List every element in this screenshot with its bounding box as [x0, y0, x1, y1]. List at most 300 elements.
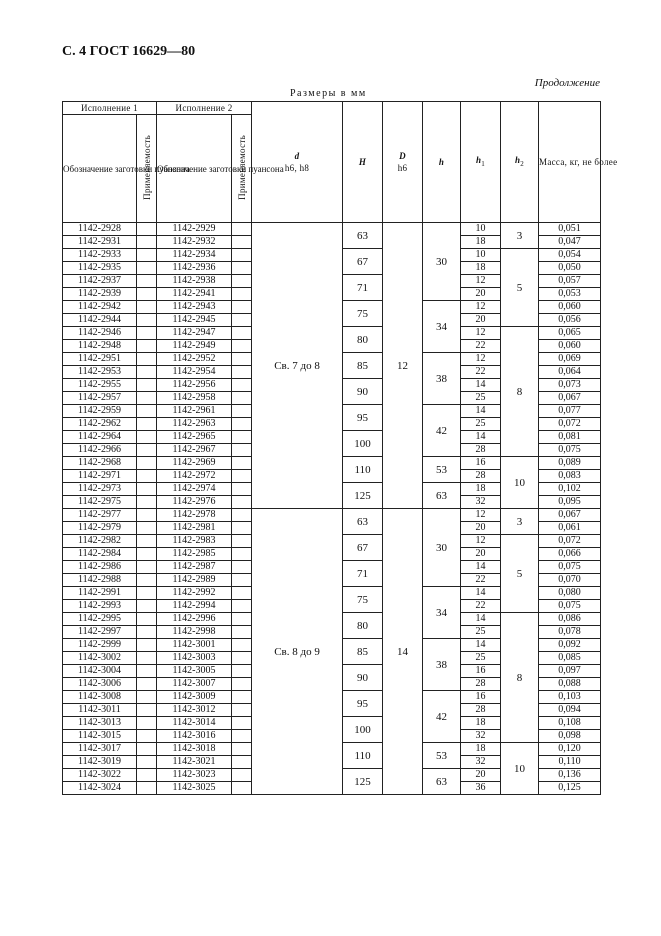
- variant1-designation: 1142-2939: [63, 288, 137, 301]
- D-value: 14: [383, 509, 423, 795]
- h-value: 63: [423, 483, 461, 509]
- d-value: Св. 8 до 9: [252, 509, 343, 795]
- mass-value: 0,064: [539, 366, 601, 379]
- H-value: 85: [343, 353, 383, 379]
- variant1-applicability: [137, 249, 157, 262]
- h1-value: 12: [461, 327, 501, 340]
- variant1-applicability: [137, 548, 157, 561]
- h-value: 63: [423, 769, 461, 795]
- variant2-applicability: [232, 223, 252, 236]
- variant2-designation-header: Обозначение заготовки пуансона: [157, 115, 232, 223]
- variant1-applicability: [137, 483, 157, 496]
- variant2-applicability: [232, 340, 252, 353]
- H-value: 80: [343, 613, 383, 639]
- H-value: 95: [343, 691, 383, 717]
- variant2-applicability: [232, 236, 252, 249]
- variant1-applicability: [137, 431, 157, 444]
- variant2-applicability: [232, 626, 252, 639]
- variant1-applicability: [137, 587, 157, 600]
- variant2-applicability: [232, 639, 252, 652]
- h2-value: 8: [501, 613, 539, 743]
- h1-subscript: 1: [481, 159, 486, 168]
- variant1-applicability: [137, 379, 157, 392]
- h1-value: 20: [461, 769, 501, 782]
- h2-value: 3: [501, 509, 539, 535]
- mass-value: 0,092: [539, 639, 601, 652]
- h1-value: 22: [461, 574, 501, 587]
- h1-value: 16: [461, 457, 501, 470]
- h-header: [423, 102, 461, 223]
- h2-value: 10: [501, 457, 539, 509]
- variant1-designation: 1142-3017: [63, 743, 137, 756]
- variant1-designation: 1142-2986: [63, 561, 137, 574]
- h2-symbol: h: [514, 155, 521, 166]
- variant2-applicability: [232, 470, 252, 483]
- H-value: 67: [343, 249, 383, 275]
- variant2-applicability: [232, 743, 252, 756]
- variant1-designation: 1142-3022: [63, 769, 137, 782]
- mass-value: 0,060: [539, 340, 601, 353]
- H-value: 75: [343, 587, 383, 613]
- h1-value: 14: [461, 561, 501, 574]
- d-tolerance: h6, h8: [284, 163, 310, 173]
- variant2-applicability: [232, 405, 252, 418]
- variant2-designation: 1142-2932: [157, 236, 232, 249]
- table-row: [63, 509, 601, 522]
- variant2-applicability: [232, 483, 252, 496]
- variant2-applicability: [232, 327, 252, 340]
- variant2-applicability: [232, 444, 252, 457]
- variant1-designation: 1142-3024: [63, 782, 137, 795]
- h-value: 34: [423, 587, 461, 639]
- variant1-applicability: [137, 756, 157, 769]
- variant2-designation: 1142-3007: [157, 678, 232, 691]
- H-value: 71: [343, 561, 383, 587]
- table-body: [63, 223, 601, 795]
- variant1-designation: 1142-2991: [63, 587, 137, 600]
- mass-value: 0,050: [539, 262, 601, 275]
- variant2-applicability: [232, 509, 252, 522]
- variant2-designation: 1142-2965: [157, 431, 232, 444]
- variant2-designation: 1142-3016: [157, 730, 232, 743]
- h1-value: 12: [461, 275, 501, 288]
- variant2-designation: 1142-3009: [157, 691, 232, 704]
- variant2-applicability: [232, 522, 252, 535]
- D-symbol: D: [399, 151, 406, 161]
- variant2-designation: 1142-2983: [157, 535, 232, 548]
- mass-value: 0,075: [539, 444, 601, 457]
- variant2-applicability: [232, 652, 252, 665]
- variant1-designation: 1142-2997: [63, 626, 137, 639]
- variant2-designation: 1142-2934: [157, 249, 232, 262]
- h1-symbol: h: [475, 155, 482, 166]
- h1-value: 20: [461, 314, 501, 327]
- h1-value: 18: [461, 743, 501, 756]
- page-header: С. 4 ГОСТ 16629—80: [62, 44, 196, 59]
- h1-header: [461, 102, 501, 223]
- variant1-applicability: [137, 366, 157, 379]
- d-symbol: d: [294, 151, 300, 161]
- variant1-applicability: [137, 509, 157, 522]
- h1-value: 32: [461, 496, 501, 509]
- h1-value: 14: [461, 613, 501, 626]
- variant1-applicability: [137, 678, 157, 691]
- variant1-designation: 1142-2928: [63, 223, 137, 236]
- variant1-applicability: [137, 496, 157, 509]
- h1-value: 12: [461, 301, 501, 314]
- variant1-designation: 1142-3002: [63, 652, 137, 665]
- mass-value: 0,057: [539, 275, 601, 288]
- mass-value: 0,086: [539, 613, 601, 626]
- variant1-designation: 1142-2942: [63, 301, 137, 314]
- variant1-designation: 1142-2968: [63, 457, 137, 470]
- variant1-applicability: [137, 717, 157, 730]
- h1-value: 22: [461, 366, 501, 379]
- variant2-designation: 1142-3018: [157, 743, 232, 756]
- variant2-designation: 1142-3021: [157, 756, 232, 769]
- variant2-designation: 1142-2952: [157, 353, 232, 366]
- variant1-applicability: [137, 392, 157, 405]
- variant2-applicability: [232, 769, 252, 782]
- mass-value: 0,081: [539, 431, 601, 444]
- h1-value: 20: [461, 288, 501, 301]
- h1-value: 28: [461, 704, 501, 717]
- variant1-designation: 1142-2933: [63, 249, 137, 262]
- variant2-designation: 1142-2989: [157, 574, 232, 587]
- H-value: 80: [343, 327, 383, 353]
- variant1-applicability: [137, 600, 157, 613]
- variant2-designation: 1142-2938: [157, 275, 232, 288]
- variant1-applicability: [137, 535, 157, 548]
- variant1-applicability: [137, 405, 157, 418]
- mass-value: 0,067: [539, 392, 601, 405]
- variant2-applicability: [232, 574, 252, 587]
- variant2-designation: 1142-2943: [157, 301, 232, 314]
- h-value: 30: [423, 223, 461, 301]
- H-value: 75: [343, 301, 383, 327]
- variant1-designation: 1142-2982: [63, 535, 137, 548]
- variant2-applicability: [232, 262, 252, 275]
- variant1-applicability: [137, 730, 157, 743]
- variant2-designation: 1142-2947: [157, 327, 232, 340]
- h1-value: 36: [461, 782, 501, 795]
- variant1-applicability: [137, 613, 157, 626]
- variant1-applicability: [137, 522, 157, 535]
- h1-value: 18: [461, 236, 501, 249]
- h-symbol: h: [438, 157, 445, 167]
- h1-value: 22: [461, 340, 501, 353]
- variant2-designation: 1142-2945: [157, 314, 232, 327]
- mass-value: 0,125: [539, 782, 601, 795]
- header-group-row: [63, 102, 601, 115]
- mass-value: 0,103: [539, 691, 601, 704]
- variant1-applicability: [137, 275, 157, 288]
- H-value: 90: [343, 379, 383, 405]
- mass-header: Масса, кг, не более: [539, 102, 601, 223]
- h-value: 38: [423, 353, 461, 405]
- H-value: 100: [343, 717, 383, 743]
- variant1-applicability: [137, 691, 157, 704]
- h1-value: 18: [461, 483, 501, 496]
- variant2-applicability: [232, 730, 252, 743]
- variant1-designation: 1142-3011: [63, 704, 137, 717]
- variant1-designation: 1142-2959: [63, 405, 137, 418]
- variant2-designation: 1142-2958: [157, 392, 232, 405]
- variant2-applicability: [232, 431, 252, 444]
- mass-value: 0,065: [539, 327, 601, 340]
- variant1-designation: 1142-3006: [63, 678, 137, 691]
- h-value: 42: [423, 405, 461, 457]
- variant1-applicability: [137, 665, 157, 678]
- h2-subscript: 2: [520, 159, 525, 168]
- variant2-applicability: [232, 587, 252, 600]
- mass-value: 0,078: [539, 626, 601, 639]
- mass-value: 0,108: [539, 717, 601, 730]
- h1-value: 28: [461, 444, 501, 457]
- variant1-designation: 1142-2951: [63, 353, 137, 366]
- variant2-designation: 1142-2969: [157, 457, 232, 470]
- variant1-applicability: [137, 262, 157, 275]
- h-value: 53: [423, 743, 461, 769]
- mass-value: 0,067: [539, 509, 601, 522]
- variant2-designation: 1142-2994: [157, 600, 232, 613]
- h2-value: 5: [501, 249, 539, 327]
- D-header: [383, 102, 423, 223]
- variant1-applicability: [137, 353, 157, 366]
- h1-value: 14: [461, 405, 501, 418]
- h1-value: 10: [461, 249, 501, 262]
- H-value: 90: [343, 665, 383, 691]
- continuation-label: Продолжение: [534, 77, 600, 89]
- variant1-applicability: [137, 236, 157, 249]
- variant2-designation: 1142-2998: [157, 626, 232, 639]
- mass-value: 0,136: [539, 769, 601, 782]
- h1-value: 20: [461, 548, 501, 561]
- d-value: Св. 7 до 8: [252, 223, 343, 509]
- variant2-applicability: [232, 496, 252, 509]
- variant1-applicability: [137, 327, 157, 340]
- h1-value: 25: [461, 652, 501, 665]
- h1-value: 32: [461, 756, 501, 769]
- h1-value: 28: [461, 678, 501, 691]
- mass-value: 0,075: [539, 600, 601, 613]
- h1-value: 16: [461, 665, 501, 678]
- variant1-designation: 1142-3008: [63, 691, 137, 704]
- variant1-applicability: [137, 626, 157, 639]
- H-value: 63: [343, 509, 383, 535]
- variant2-applicability: [232, 717, 252, 730]
- variant2-applicability: [232, 782, 252, 795]
- mass-value: 0,083: [539, 470, 601, 483]
- mass-value: 0,066: [539, 548, 601, 561]
- D-value: 12: [383, 223, 423, 509]
- H-value: 63: [343, 223, 383, 249]
- variant2-designation: 1142-3012: [157, 704, 232, 717]
- variant1-designation: 1142-2944: [63, 314, 137, 327]
- variant2-designation: 1142-2954: [157, 366, 232, 379]
- variant1-applicability: [137, 457, 157, 470]
- variant1-designation: 1142-2995: [63, 613, 137, 626]
- variant2-designation: 1142-2985: [157, 548, 232, 561]
- variant2-applicability: [232, 678, 252, 691]
- variant2-applicability: [232, 249, 252, 262]
- variant2-applicability: [232, 275, 252, 288]
- variant2-applicability: [232, 561, 252, 574]
- variant1-applicability: [137, 639, 157, 652]
- variant1-designation: 1142-2979: [63, 522, 137, 535]
- variant1-header: Исполнение 1: [63, 102, 157, 115]
- h-value: 53: [423, 457, 461, 483]
- variant2-applicability: [232, 756, 252, 769]
- h1-value: 25: [461, 392, 501, 405]
- variant2-designation: 1142-3005: [157, 665, 232, 678]
- mass-value: 0,073: [539, 379, 601, 392]
- mass-value: 0,053: [539, 288, 601, 301]
- variant2-applicability: [232, 366, 252, 379]
- dimensions-table: [62, 101, 618, 795]
- variant1-applicability: [137, 652, 157, 665]
- H-value: 67: [343, 535, 383, 561]
- variant2-applicability: [232, 301, 252, 314]
- variant1-applicability: [137, 444, 157, 457]
- variant2-header: Исполнение 2: [157, 102, 252, 115]
- h1-value: 25: [461, 626, 501, 639]
- h1-value: 22: [461, 600, 501, 613]
- h2-value: 3: [501, 223, 539, 249]
- variant1-designation: 1142-2993: [63, 600, 137, 613]
- h1-value: 10: [461, 223, 501, 236]
- variant2-designation: 1142-2967: [157, 444, 232, 457]
- variant2-designation: 1142-2974: [157, 483, 232, 496]
- H-header: [343, 102, 383, 223]
- variant2-designation: 1142-2992: [157, 587, 232, 600]
- variant1-applicability: [137, 340, 157, 353]
- H-value: 110: [343, 457, 383, 483]
- variant1-applicability: [137, 223, 157, 236]
- variant2-designation: 1142-2972: [157, 470, 232, 483]
- variant1-applicability: [137, 574, 157, 587]
- variant2-designation: 1142-3014: [157, 717, 232, 730]
- variant1-applicability: [137, 288, 157, 301]
- variant1-applicability: [137, 418, 157, 431]
- mass-value: 0,102: [539, 483, 601, 496]
- variant2-applicability: [232, 379, 252, 392]
- mass-value: 0,080: [539, 587, 601, 600]
- d-header: [252, 102, 343, 223]
- mass-value: 0,094: [539, 704, 601, 717]
- variant2-designation: 1142-2936: [157, 262, 232, 275]
- mass-value: 0,077: [539, 405, 601, 418]
- variant1-designation: 1142-2953: [63, 366, 137, 379]
- variant1-designation: 1142-2948: [63, 340, 137, 353]
- variant2-applicability: [232, 314, 252, 327]
- variant1-applicability: [137, 769, 157, 782]
- mass-value: 0,089: [539, 457, 601, 470]
- h1-value: 18: [461, 717, 501, 730]
- variant1-designation: 1142-2935: [63, 262, 137, 275]
- variant2-applicability: [232, 548, 252, 561]
- mass-value: 0,061: [539, 522, 601, 535]
- h2-value: 10: [501, 743, 539, 795]
- variant1-applicability: [137, 782, 157, 795]
- H-value: 125: [343, 769, 383, 795]
- h-value: 30: [423, 509, 461, 587]
- h1-value: 12: [461, 509, 501, 522]
- h-value: 34: [423, 301, 461, 353]
- h1-value: 18: [461, 262, 501, 275]
- dimensions-caption: Размеры в мм: [290, 88, 367, 99]
- mass-value: 0,060: [539, 301, 601, 314]
- h1-value: 14: [461, 431, 501, 444]
- variant1-designation: 1142-2977: [63, 509, 137, 522]
- variant2-applicability: [232, 392, 252, 405]
- h1-value: 25: [461, 418, 501, 431]
- variant2-applicability: [232, 600, 252, 613]
- variant2-applicability: [232, 535, 252, 548]
- variant2-designation: 1142-2941: [157, 288, 232, 301]
- variant2-applicability: [232, 418, 252, 431]
- variant1-designation: 1142-2962: [63, 418, 137, 431]
- mass-value: 0,056: [539, 314, 601, 327]
- h2-header: [501, 102, 539, 223]
- variant2-designation: 1142-3023: [157, 769, 232, 782]
- variant1-applicability: [137, 301, 157, 314]
- H-value: 110: [343, 743, 383, 769]
- mass-value: 0,097: [539, 665, 601, 678]
- H-value: 95: [343, 405, 383, 431]
- variant1-designation: 1142-2957: [63, 392, 137, 405]
- h1-value: 16: [461, 691, 501, 704]
- variant2-designation: 1142-2929: [157, 223, 232, 236]
- variant2-designation: 1142-2981: [157, 522, 232, 535]
- h1-value: 12: [461, 353, 501, 366]
- table-row: [63, 223, 601, 236]
- variant1-designation: 1142-2931: [63, 236, 137, 249]
- variant2-designation: 1142-2978: [157, 509, 232, 522]
- variant1-designation: 1142-2964: [63, 431, 137, 444]
- variant2-designation: 1142-2987: [157, 561, 232, 574]
- variant1-designation: 1142-2988: [63, 574, 137, 587]
- variant1-designation: 1142-2937: [63, 275, 137, 288]
- variant2-designation: 1142-2949: [157, 340, 232, 353]
- variant2-applicability: [232, 457, 252, 470]
- variant2-applicability: [232, 353, 252, 366]
- variant2-designation: 1142-2976: [157, 496, 232, 509]
- H-value: 71: [343, 275, 383, 301]
- variant2-designation: 1142-2996: [157, 613, 232, 626]
- mass-value: 0,085: [539, 652, 601, 665]
- mass-value: 0,054: [539, 249, 601, 262]
- h-value: 42: [423, 691, 461, 743]
- mass-value: 0,095: [539, 496, 601, 509]
- mass-value: 0,088: [539, 678, 601, 691]
- h1-value: 28: [461, 470, 501, 483]
- variant1-applicability: [137, 704, 157, 717]
- variant1-designation: 1142-2999: [63, 639, 137, 652]
- h1-value: 32: [461, 730, 501, 743]
- variant1-designation: 1142-2984: [63, 548, 137, 561]
- mass-value: 0,072: [539, 535, 601, 548]
- variant2-designation: 1142-2963: [157, 418, 232, 431]
- mass-value: 0,070: [539, 574, 601, 587]
- variant1-designation: 1142-2955: [63, 379, 137, 392]
- variant2-applicability: [232, 613, 252, 626]
- mass-value: 0,069: [539, 353, 601, 366]
- variant2-applicability: [232, 288, 252, 301]
- h1-value: 14: [461, 639, 501, 652]
- variant2-applicability: [232, 665, 252, 678]
- variant1-designation: 1142-3015: [63, 730, 137, 743]
